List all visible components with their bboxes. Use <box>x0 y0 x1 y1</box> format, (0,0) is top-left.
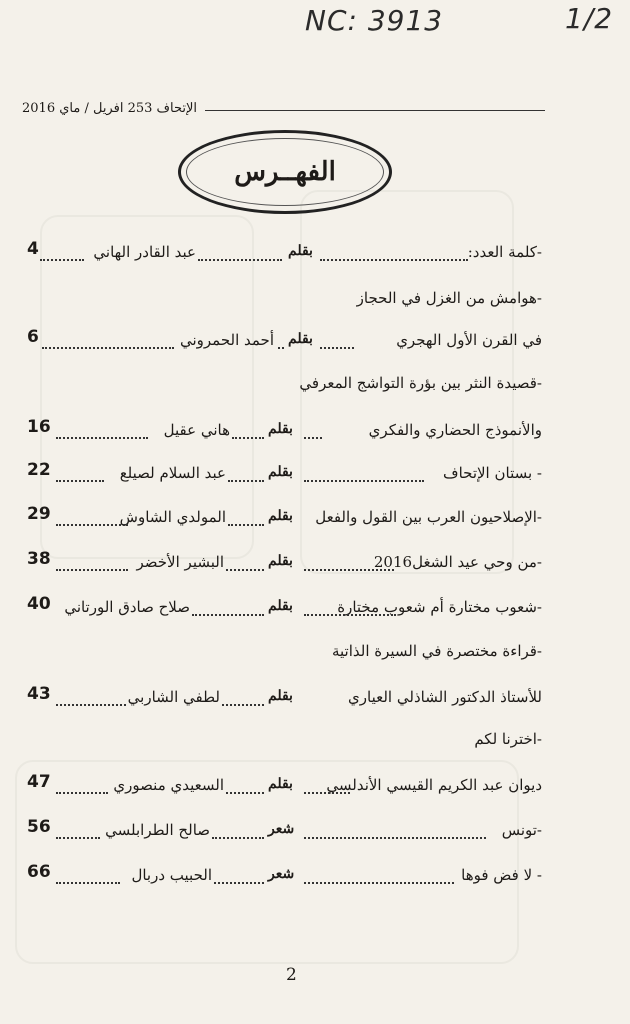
toc-entry <box>0 594 630 628</box>
toc-entry <box>0 327 630 361</box>
entry-title: -تونس <box>501 821 542 839</box>
entry-page-number: 40 <box>27 594 51 614</box>
issue-header: الإتحاف 253 افريل / ماي 2016 <box>22 101 198 116</box>
dot-leader <box>304 837 486 839</box>
entry-title: للأستاذ الدكتور الشاذلي العياري <box>348 688 542 706</box>
entry-page-number: 43 <box>27 684 51 704</box>
title-oval <box>178 130 392 214</box>
entry-author: السعيدي منصوري <box>113 776 224 794</box>
entry-title: -قراءة مختصرة في السيرة الذاتية <box>331 642 542 660</box>
dot-leader <box>320 259 468 261</box>
entry-by-label: بقلم <box>268 688 293 704</box>
entry-title: -كلمة العدد: <box>467 243 542 261</box>
entry-page-number: 38 <box>27 549 51 569</box>
entry-by-label: بقلم <box>268 508 293 524</box>
toc-entry <box>0 289 630 319</box>
entry-author: هاني عقيل <box>163 421 230 439</box>
toc-entry <box>0 642 630 672</box>
dot-leader <box>42 347 174 349</box>
entry-title: - لا فض فوها <box>461 866 542 884</box>
entry-page-number: 66 <box>27 862 51 882</box>
toc-entry <box>0 374 630 404</box>
dot-leader <box>304 614 396 616</box>
dot-leader <box>56 569 128 571</box>
page-title: الفهــرس <box>234 157 336 187</box>
entry-by-label: بقلم <box>288 331 313 347</box>
dot-leader <box>226 569 264 571</box>
dot-leader <box>320 347 354 349</box>
entry-title: -من وحي عيد الشغل2016 <box>373 553 542 571</box>
dot-leader <box>56 704 126 706</box>
toc-entry <box>0 862 630 896</box>
dot-leader <box>40 259 84 261</box>
entry-by-label: بقلم <box>288 243 313 259</box>
entry-by-label: بقلم <box>268 464 293 480</box>
handwritten-reference: NC: 3913 <box>305 4 444 37</box>
entry-page-number: 29 <box>27 504 51 524</box>
entry-by-label: بقلم <box>268 598 293 614</box>
dot-leader <box>212 837 264 839</box>
toc-entry <box>0 730 630 760</box>
dot-leader <box>56 480 104 482</box>
entry-page-number: 16 <box>27 417 51 437</box>
entry-author: المولدي الشاوش <box>119 508 226 526</box>
dot-leader <box>278 347 284 349</box>
entry-title: - بستان الإتحاف <box>443 464 542 482</box>
toc-entry <box>0 684 630 718</box>
entry-title: -قصيدة النثر بين بؤرة التواشج المعرفي <box>299 374 542 392</box>
entry-author: أحمد الحمروني <box>179 331 274 349</box>
entry-author: الحبيب دربال <box>131 866 212 884</box>
dot-leader <box>304 437 322 439</box>
entry-title: -شعوب مختارة أم شعوب مختارة <box>337 598 542 616</box>
dot-leader <box>214 882 264 884</box>
entry-title: -اخترنا لكم <box>474 730 542 748</box>
dot-leader <box>56 437 148 439</box>
dot-leader <box>198 259 282 261</box>
entry-page-number: 22 <box>27 460 51 480</box>
dot-leader <box>304 569 394 571</box>
dot-leader <box>304 882 454 884</box>
entry-by-label: شعر <box>268 866 295 882</box>
page-number: 2 <box>286 965 297 985</box>
dot-leader <box>192 614 264 616</box>
dot-leader <box>56 882 120 884</box>
handwritten-page-marker: 1/2 <box>565 2 614 35</box>
entry-title: في القرن الأول الهجري <box>396 331 542 349</box>
toc-entry <box>0 460 630 494</box>
entry-title: -هوامش من الغزل في الحجاز <box>356 289 542 307</box>
toc-entry <box>0 817 630 851</box>
dot-leader <box>56 524 128 526</box>
dot-leader <box>232 437 264 439</box>
toc-entry <box>0 772 630 806</box>
header-rule <box>205 110 545 111</box>
dot-leader <box>228 480 264 482</box>
dot-leader <box>304 792 350 794</box>
dot-leader <box>226 792 264 794</box>
entry-title: والأنموذج الحضاري والفكري <box>368 421 542 439</box>
dot-leader <box>56 837 100 839</box>
entry-by-label: شعر <box>268 821 295 837</box>
entry-author: صلاح صادق الورتاني <box>64 598 190 616</box>
entry-author: البشير الأخضر <box>136 553 224 571</box>
entry-author: عبد السلام لصيلع <box>119 464 226 482</box>
dot-leader <box>222 704 264 706</box>
entry-page-number: 4 <box>27 239 39 259</box>
entry-title: ديوان عبد الكريم القيسي الأندلسي <box>326 776 542 794</box>
dot-leader <box>56 792 108 794</box>
entry-page-number: 56 <box>27 817 51 837</box>
entry-page-number: 47 <box>27 772 51 792</box>
toc-entry <box>0 504 630 538</box>
entry-title: -الإصلاحيون العرب بين القول والفعل <box>315 508 542 526</box>
entry-author: عبد القادر الهاني <box>93 243 196 261</box>
toc-entry <box>0 239 630 273</box>
dot-leader <box>228 524 264 526</box>
entry-author: صالح الطرابلسي <box>105 821 210 839</box>
entry-author: لطفي الشاربي <box>127 688 220 706</box>
toc-entry <box>0 549 630 583</box>
dot-leader <box>304 480 424 482</box>
entry-page-number: 6 <box>27 327 39 347</box>
entry-by-label: بقلم <box>268 776 293 792</box>
entry-by-label: بقلم <box>268 421 293 437</box>
toc-entry <box>0 417 630 451</box>
entry-by-label: بقلم <box>268 553 293 569</box>
